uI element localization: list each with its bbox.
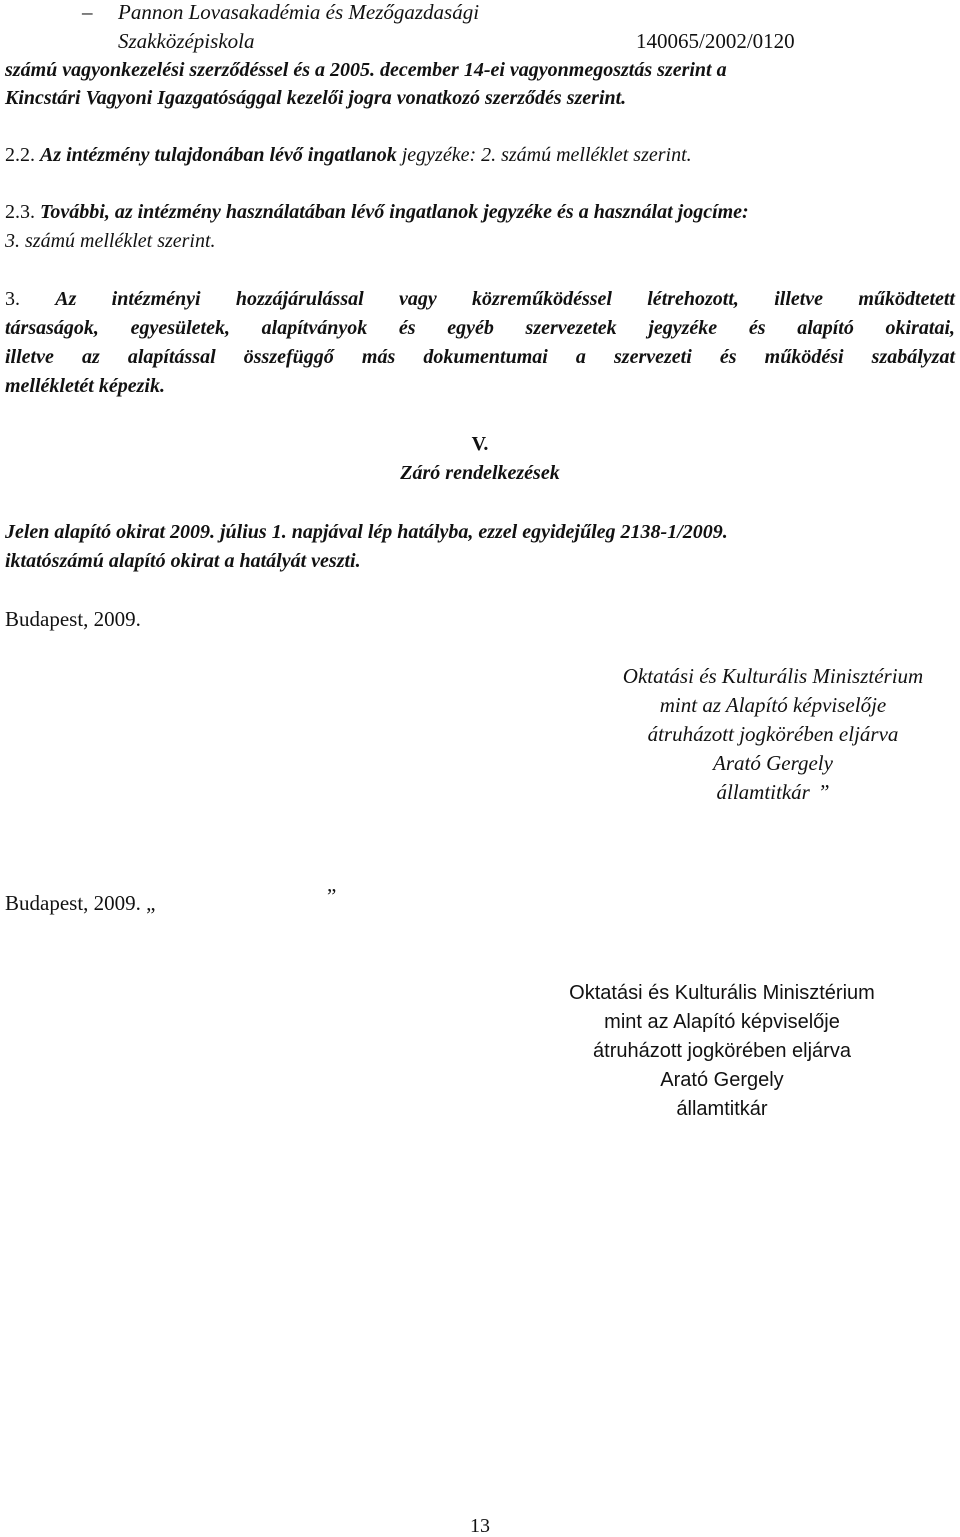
sig2-line-2: mint az Alapító képviselője [604, 1011, 840, 1033]
item-2-2-rest: jegyzéke: 2. számú melléklet szerint. [401, 144, 692, 166]
item-2-2-number: 2.2. [5, 144, 35, 166]
sig2-line-5: államtitkár [676, 1098, 768, 1120]
item-2-3-title: További, az intézmény használatában lévő ingatlanok jegyzéke és a használat jogcíme: [40, 201, 749, 223]
closing-line-2: iktatószámú alapító okirat a hatályát veszti. [5, 550, 361, 572]
sig1-line-4: Arató Gergely [713, 751, 833, 775]
item-2-3-number: 2.3. [5, 201, 35, 223]
item-2-3 [5, 202, 749, 222]
signature-block-1 [573, 662, 960, 807]
item-3-number: 3. [5, 288, 20, 310]
intro-line-1: számú vagyonkezelési szerződéssel és a 2005. december 14-ei vagyonmegosztás szerint a [5, 59, 727, 81]
item-2-2 [5, 145, 692, 165]
section-numeral: V. [471, 433, 489, 455]
item-3-line-4: mellékletét képezik. [5, 375, 165, 397]
sig2-line-1: Oktatási és Kulturális Minisztérium [569, 982, 875, 1004]
sig1-line-2: mint az Alapító képviselője [659, 693, 887, 717]
sig2-line-3: átruházott jogkörében eljárva [593, 1040, 851, 1062]
intro-line-2: Kincstári Vagyoni Igazgatósággal kezelői jogra vonatkozó szerződés szerint. [5, 87, 627, 109]
place-date-2: Budapest, 2009. „ [5, 891, 156, 915]
item-3-line-1 [5, 289, 955, 309]
page-number: 13 [470, 1515, 490, 1537]
item-3-line-1-text: Az intézményi hozzájárulással vagy közreműködéssel létrehozott, illetve működtetett [55, 288, 955, 310]
header-line-2-right: 140065/2002/0120 [636, 29, 795, 53]
place-date-1: Budapest, 2009. [5, 607, 141, 631]
signature-block-2 [522, 979, 922, 1124]
item-2-3-line-2: 3. számú melléklet szerint. [5, 230, 216, 252]
place-date-2-close-quote: ” [327, 884, 337, 908]
header-dash: – [82, 0, 93, 24]
sig1-line-3: átruházott jogkörében eljárva [647, 722, 899, 746]
sig2-line-4: Arató Gergely [660, 1069, 784, 1091]
item-2-2-title: Az intézmény tulajdonában lévő ingatlanok [40, 144, 397, 166]
closing-line-1: Jelen alapító okirat 2009. július 1. napjával lép hatályba, ezzel egyidejűleg 2138-1/2009. [5, 521, 728, 543]
sig1-line-1: Oktatási és Kulturális Minisztérium [622, 664, 924, 688]
item-3-line-3: illetve az alapítással összefüggő más dokumentumai a szervezeti és működési szabályzat [5, 346, 955, 368]
header-line-1: Pannon Lovasakadémia és Mezőgazdasági [118, 0, 480, 24]
sig1-line-5: államtitkár ” [716, 780, 830, 804]
item-3-line-2: társaságok, egyesületek, alapítványok és egyéb szervezetek jegyzéke és alapító okiratai, [5, 317, 955, 339]
header-line-2-left: Szakközépiskola [118, 29, 255, 53]
section-title: Záró rendelkezések [400, 462, 560, 484]
